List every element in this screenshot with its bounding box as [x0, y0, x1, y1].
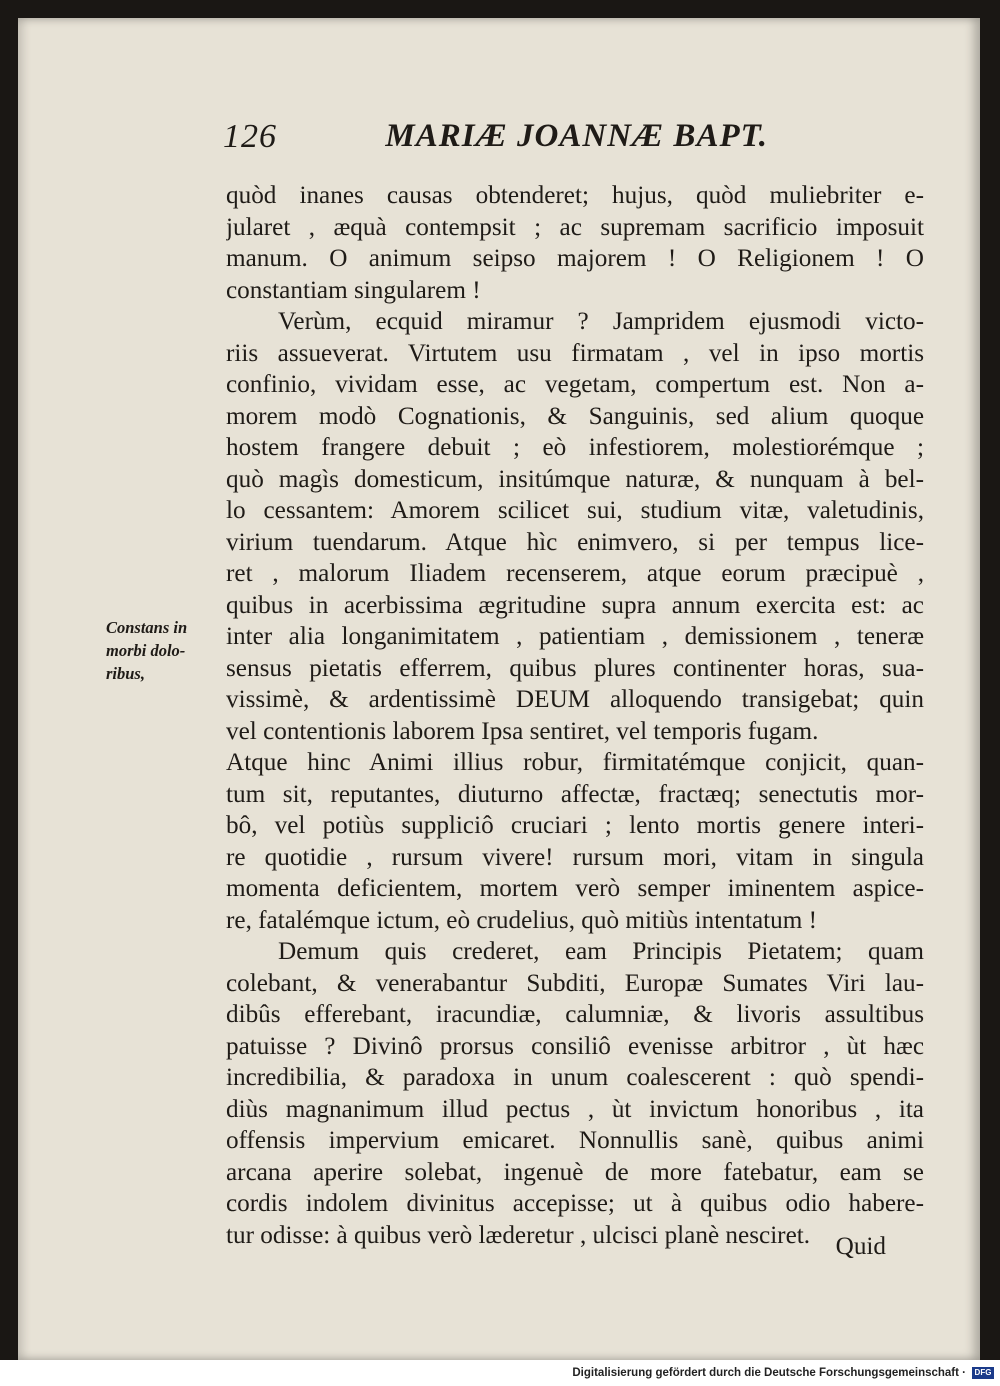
text-line: tum sit, reputantes, diuturno affectæ, fractæq; senectutis mor-	[226, 780, 924, 808]
text-line: quòd inanes causas obtenderet; hujus, quòd muliebriter e-	[226, 182, 924, 209]
text-line: diùs magnanimum illud pectus , ùt invictum honoribus , ita	[226, 1095, 924, 1123]
text-line: quibus in acerbissima ægritudine supra annum exercita est: ac	[226, 591, 924, 619]
body-text	[226, 180, 924, 1251]
text-line: confinio, vividam esse, ac vegetam, compertum est. Non a-	[226, 371, 924, 398]
text-line: offensis impervium emicaret. Nonnullis sanè, quibus animi	[226, 1127, 924, 1154]
text-line: Atque hinc Animi illius robur, firmitatémque conjicit, quan-	[226, 749, 924, 776]
marginal-note-line: Constans in	[106, 618, 188, 637]
text-line: hostem frangere debuit ; eò infestiorem, molestiorémque ;	[226, 434, 924, 461]
text-line: virium tuendarum. Atque hìc enimvero, si per tempus lice-	[226, 528, 924, 556]
text-line: riis assueverat. Virtutem usu firmatam , vel in ipso mortis	[226, 339, 924, 367]
text-line: re, fatalémque ictum, eò crudelius, quò mitiùs intentatum !	[226, 906, 818, 934]
text-line: constantiam singularem !	[226, 276, 481, 304]
text-line: arcana aperire solebat, ingenuè de more fatebatur, eam se	[226, 1158, 924, 1186]
book-page	[18, 18, 980, 1360]
text-line: ret , malorum Iliadem recenserem, atque eorum præcipuè ,	[226, 560, 924, 587]
text-line: inter alia longanimitatem , patientiam , demissionem , teneræ	[226, 623, 924, 650]
text-line: Demum quis crederet, eam Principis Pietatem; quam	[278, 938, 924, 965]
text-line: manum. O animum seipso majorem ! O Religionem ! O	[226, 245, 924, 272]
text-line: tur odisse: à quibus verò læderetur , ulcisci planè nesciret.	[226, 1221, 811, 1249]
catchword: Quid	[835, 1233, 886, 1260]
text-line: bô, vel potiùs suppliciô cruciari ; lento mortis genere interi-	[226, 812, 924, 839]
text-line: dibûs efferebant, iracundiæ, calumniæ, & livoris assultibus	[226, 1001, 924, 1028]
text-line: colebant, & venerabantur Subditi, Europæ Sumates Viri lau-	[226, 969, 924, 997]
page-number: 126	[223, 118, 277, 155]
text-line: morem modò Cognationis, & Sanguinis, sed alium quoque	[226, 402, 924, 430]
text-line: re quotidie , rursum vivere! rursum mori, vitam in singula	[226, 843, 924, 871]
marginal-note-line: morbi dolo-	[106, 641, 186, 660]
text-line: incredibilia, & paradoxa in unum coalescerent : quò spendi-	[226, 1064, 924, 1091]
running-title: MARIÆ JOANNÆ BAPT.	[385, 118, 768, 154]
text-line: cordis indolem divinitus accepisse; ut à quibus odio haberе-	[226, 1190, 924, 1217]
text-line: vel contentionis laborem Ipsa sentiret, vel temporis fugam.	[226, 717, 819, 745]
marginal-note-line: ribus,	[106, 664, 145, 683]
text-line: vissimè, & ardentissimè DEUM alloquendo transigebat; quin	[226, 686, 924, 713]
digitization-footer	[0, 1360, 1000, 1386]
text-line: sensus pietatis efferrem, quibus plures continenter horas, sua-	[226, 654, 924, 682]
text-line: quò magìs domesticum, insitúmque naturæ, & nunquam à bel-	[226, 465, 924, 493]
text-line: jularet , æquà contempsit ; ac supremam sacrificio imposuit	[226, 213, 924, 241]
text-line: momenta deficientem, mortem verò semper iminentem aspice-	[226, 875, 924, 902]
dfg-logo-icon: DFG	[972, 1367, 994, 1379]
footer-credit: Digitalisierung gefördert durch die Deutsche Forschungsgemeinschaft ·	[572, 1367, 966, 1379]
text-line: lo cessantem: Amorem scilicet sui, studium vitæ, valetudinis,	[226, 497, 924, 524]
page-header	[223, 118, 768, 168]
marginal-note	[106, 616, 218, 685]
text-line: patuisse ? Divinô prorsus consiliô evenisse arbitror , ùt hæc	[226, 1032, 924, 1060]
text-line: Verùm, ecquid miramur ? Jampridem ejusmodi victo-	[278, 308, 924, 335]
